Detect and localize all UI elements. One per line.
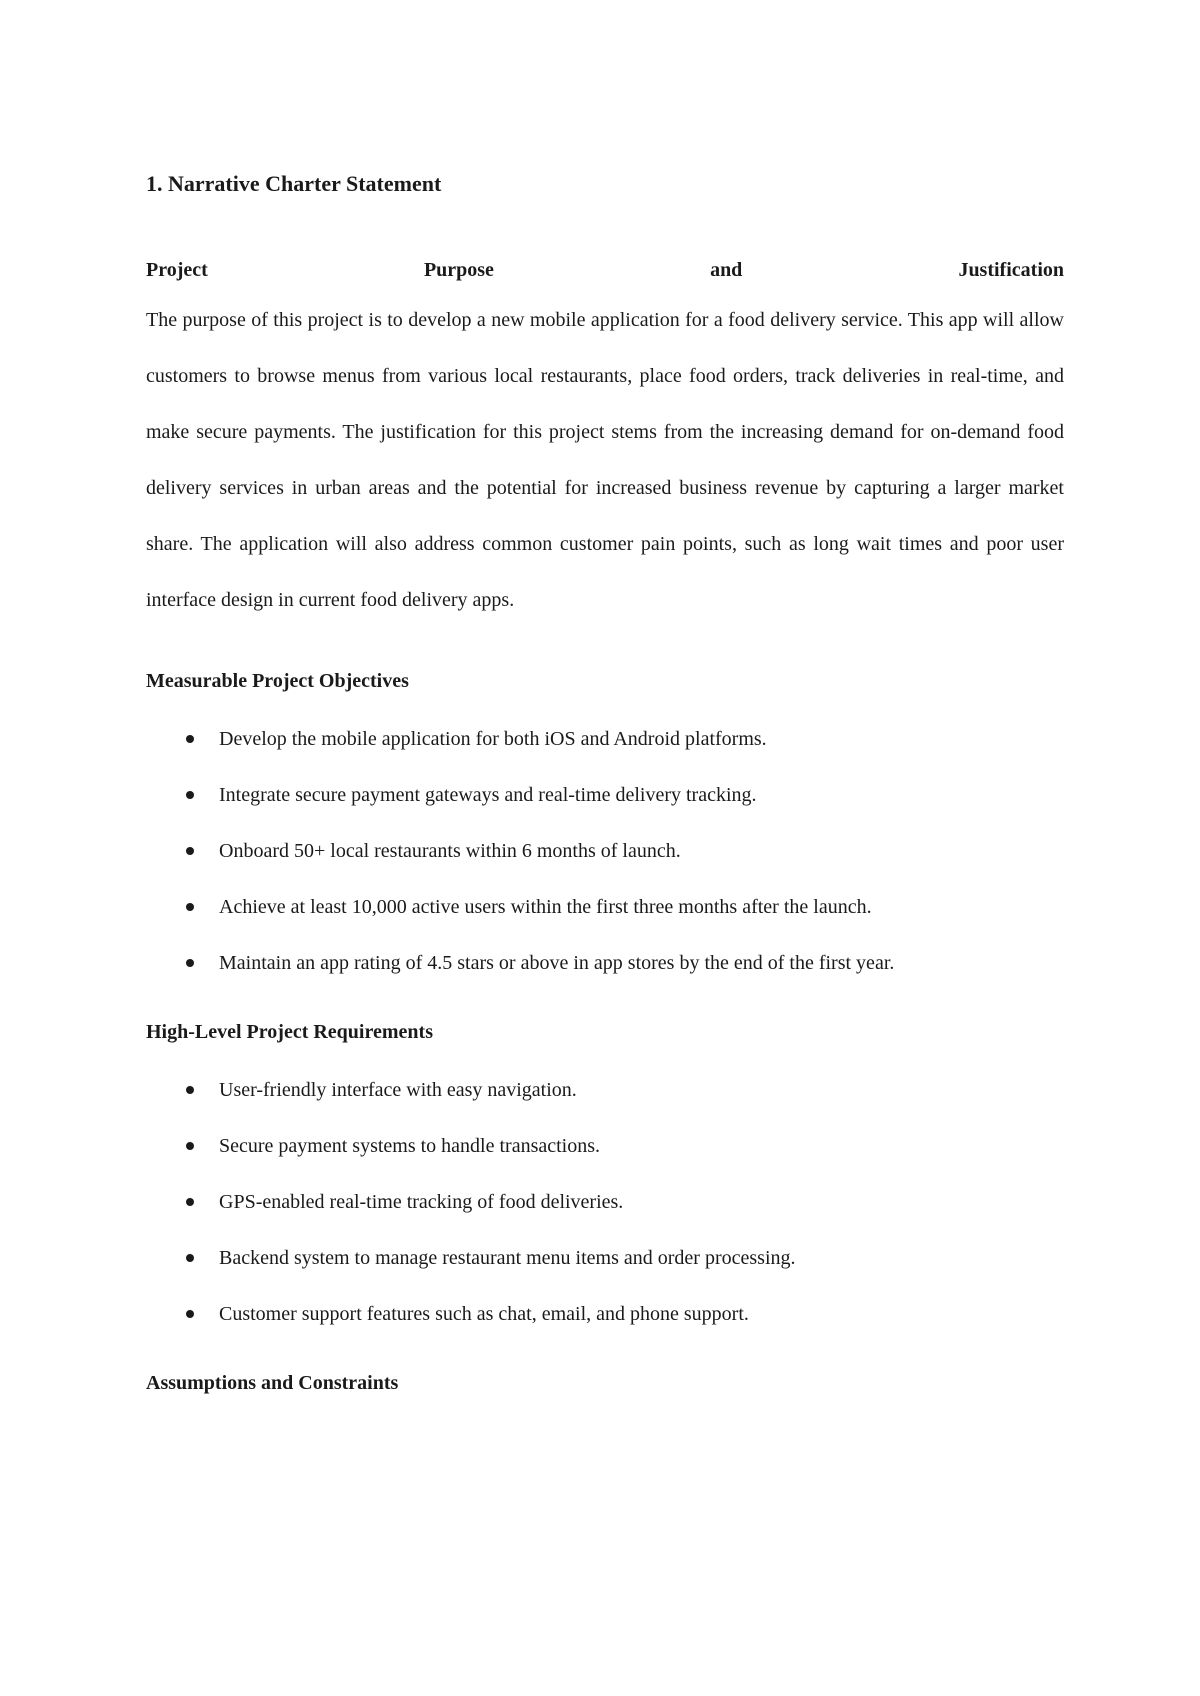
list-item: [146, 1245, 1064, 1271]
bullet-icon: [186, 1310, 194, 1318]
list-item-text: Customer support features such as chat, email, and phone support.: [219, 1303, 749, 1325]
list-item-text: User-friendly interface with easy navigation.: [219, 1079, 577, 1101]
objectives-list: [146, 726, 1064, 976]
bullet-icon: [186, 1254, 194, 1262]
section-title: 1. Narrative Charter Statement: [146, 171, 442, 196]
purpose-heading-word: Project: [146, 259, 208, 281]
list-item: [146, 1301, 1064, 1327]
purpose-heading-word: and: [710, 259, 743, 281]
list-item: [146, 1133, 1064, 1159]
bullet-icon: [186, 959, 194, 967]
list-item-text: Develop the mobile application for both iOS and Android platforms.: [219, 728, 767, 750]
list-item: [146, 838, 1064, 864]
list-item: [146, 1077, 1064, 1103]
requirements-list: [146, 1077, 1064, 1327]
list-item-text: Maintain an app rating of 4.5 stars or above in app stores by the end of the first year.: [219, 952, 895, 974]
list-item-text: Onboard 50+ local restaurants within 6 months of launch.: [219, 840, 681, 862]
bullet-icon: [186, 735, 194, 743]
purpose-heading-word: Purpose: [423, 259, 494, 281]
objectives-title: Measurable Project Objectives: [146, 670, 409, 692]
purpose-paragraph: The purpose of this project is to develop a new mobile application for a food delivery service. This app will allow customers to browse menus from various local restaurants, place food orders, track deliveries in real-time, and make secure payments. The justification for this project stems from the increasing demand for on-demand food delivery services in urban areas and the potential for increased business revenue by capturing a larger market share. The application will also address common customer pain points, such as long wait times and poor user interface design in current food delivery apps.: [146, 309, 1064, 611]
bullet-icon: [186, 1142, 194, 1150]
list-item-text: Integrate secure payment gateways and real-time delivery tracking.: [219, 784, 757, 806]
list-item-text: Achieve at least 10,000 active users within the first three months after the launch.: [219, 896, 872, 918]
list-item: [146, 894, 1064, 920]
purpose-heading: [146, 257, 1064, 283]
bullet-icon: [186, 1086, 194, 1094]
requirements-title: High-Level Project Requirements: [146, 1021, 433, 1043]
bullet-icon: [186, 903, 194, 911]
bullet-icon: [186, 791, 194, 799]
bullet-icon: [186, 1198, 194, 1206]
list-item: [146, 1189, 1064, 1215]
list-item-text: GPS-enabled real-time tracking of food deliveries.: [219, 1191, 624, 1213]
bullet-icon: [186, 847, 194, 855]
list-item: [146, 726, 1064, 752]
list-item: [146, 782, 1064, 808]
assumptions-title: Assumptions and Constraints: [146, 1372, 399, 1394]
list-item-text: Secure payment systems to handle transactions.: [219, 1135, 601, 1157]
document-body: [146, 170, 1064, 1396]
list-item: [146, 950, 1064, 976]
list-item-text: Backend system to manage restaurant menu items and order processing.: [219, 1247, 796, 1269]
purpose-heading-word: Justification: [958, 259, 1064, 281]
